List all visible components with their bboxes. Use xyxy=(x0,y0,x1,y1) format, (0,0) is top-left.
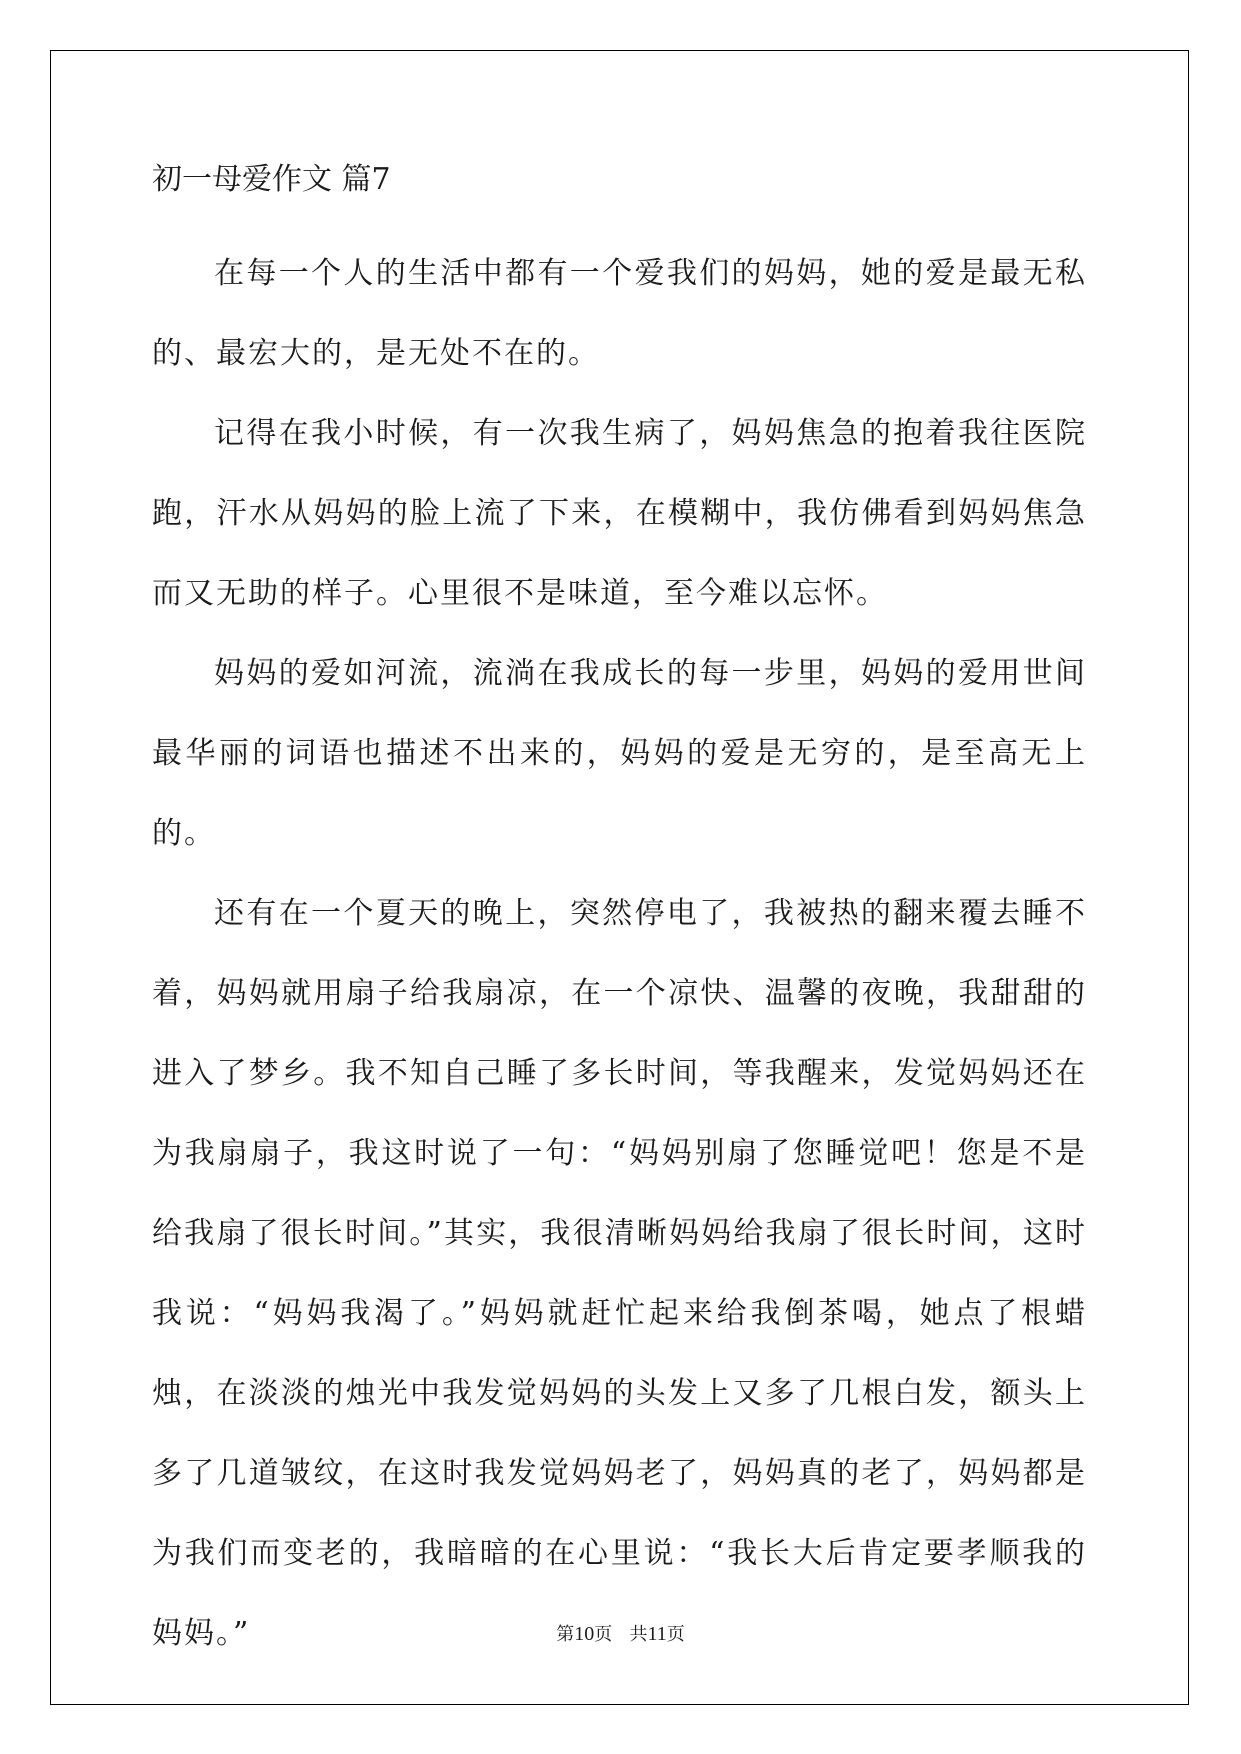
page-footer xyxy=(0,1622,1241,1647)
footer-suffix: 页 xyxy=(666,1624,685,1645)
footer-mid: 页 共 xyxy=(594,1624,648,1645)
paragraph-1: 在每一个人的生活中都有一个爱我们的妈妈，她的爱是最无私的、最宏大的，是无处不在的。 xyxy=(152,256,1087,371)
document-body xyxy=(152,160,1087,1674)
paragraph-4: 还有在一个夏天的晚上，突然停电了，我被热的翻来覆去睡不着，妈妈就用扇子给我扇凉，在一个凉快、温馨的夜晚，我甜甜的进入了梦乡。我不知自己睡了多长时间，等我醒来，发觉妈妈还在为我扇扇子，我这时说了一句：“妈妈别扇了您睡觉吧！您是不是给我扇了很长时间。”其实，我很清晰妈妈给我扇了很长时间，这时我说：“妈妈我渴了。”妈妈就赶忙起来给我倒茶喝，她点了根蜡烛，在淡淡的烛光中我发觉妈妈的头发上又多了几根白发，额头上多了几道皱纹，在这时我发觉妈妈老了，妈妈真的老了，妈妈都是为我们而变老的，我暗暗的在心里说：“我长大后肯定要孝顺我的妈妈。” xyxy=(152,896,1087,1651)
current-page-number: 10 xyxy=(574,1623,595,1645)
essay-heading: 初一母爱作文 篇7 xyxy=(152,162,391,197)
paragraph-2: 记得在我小时候，有一次我生病了，妈妈焦急的抱着我往医院跑，汗水从妈妈的脸上流了下来，在模糊中，我仿佛看到妈妈焦急而又无助的样子。心里很不是味道，至今难以忘怀。 xyxy=(152,416,1087,611)
total-page-number: 11 xyxy=(647,1623,667,1645)
footer-prefix: 第 xyxy=(556,1624,575,1645)
paragraph-3: 妈妈的爱如河流，流淌在我成长的每一步里，妈妈的爱用世间最华丽的词语也描述不出来的，妈妈的爱是无穷的，是至高无上的。 xyxy=(152,656,1087,851)
